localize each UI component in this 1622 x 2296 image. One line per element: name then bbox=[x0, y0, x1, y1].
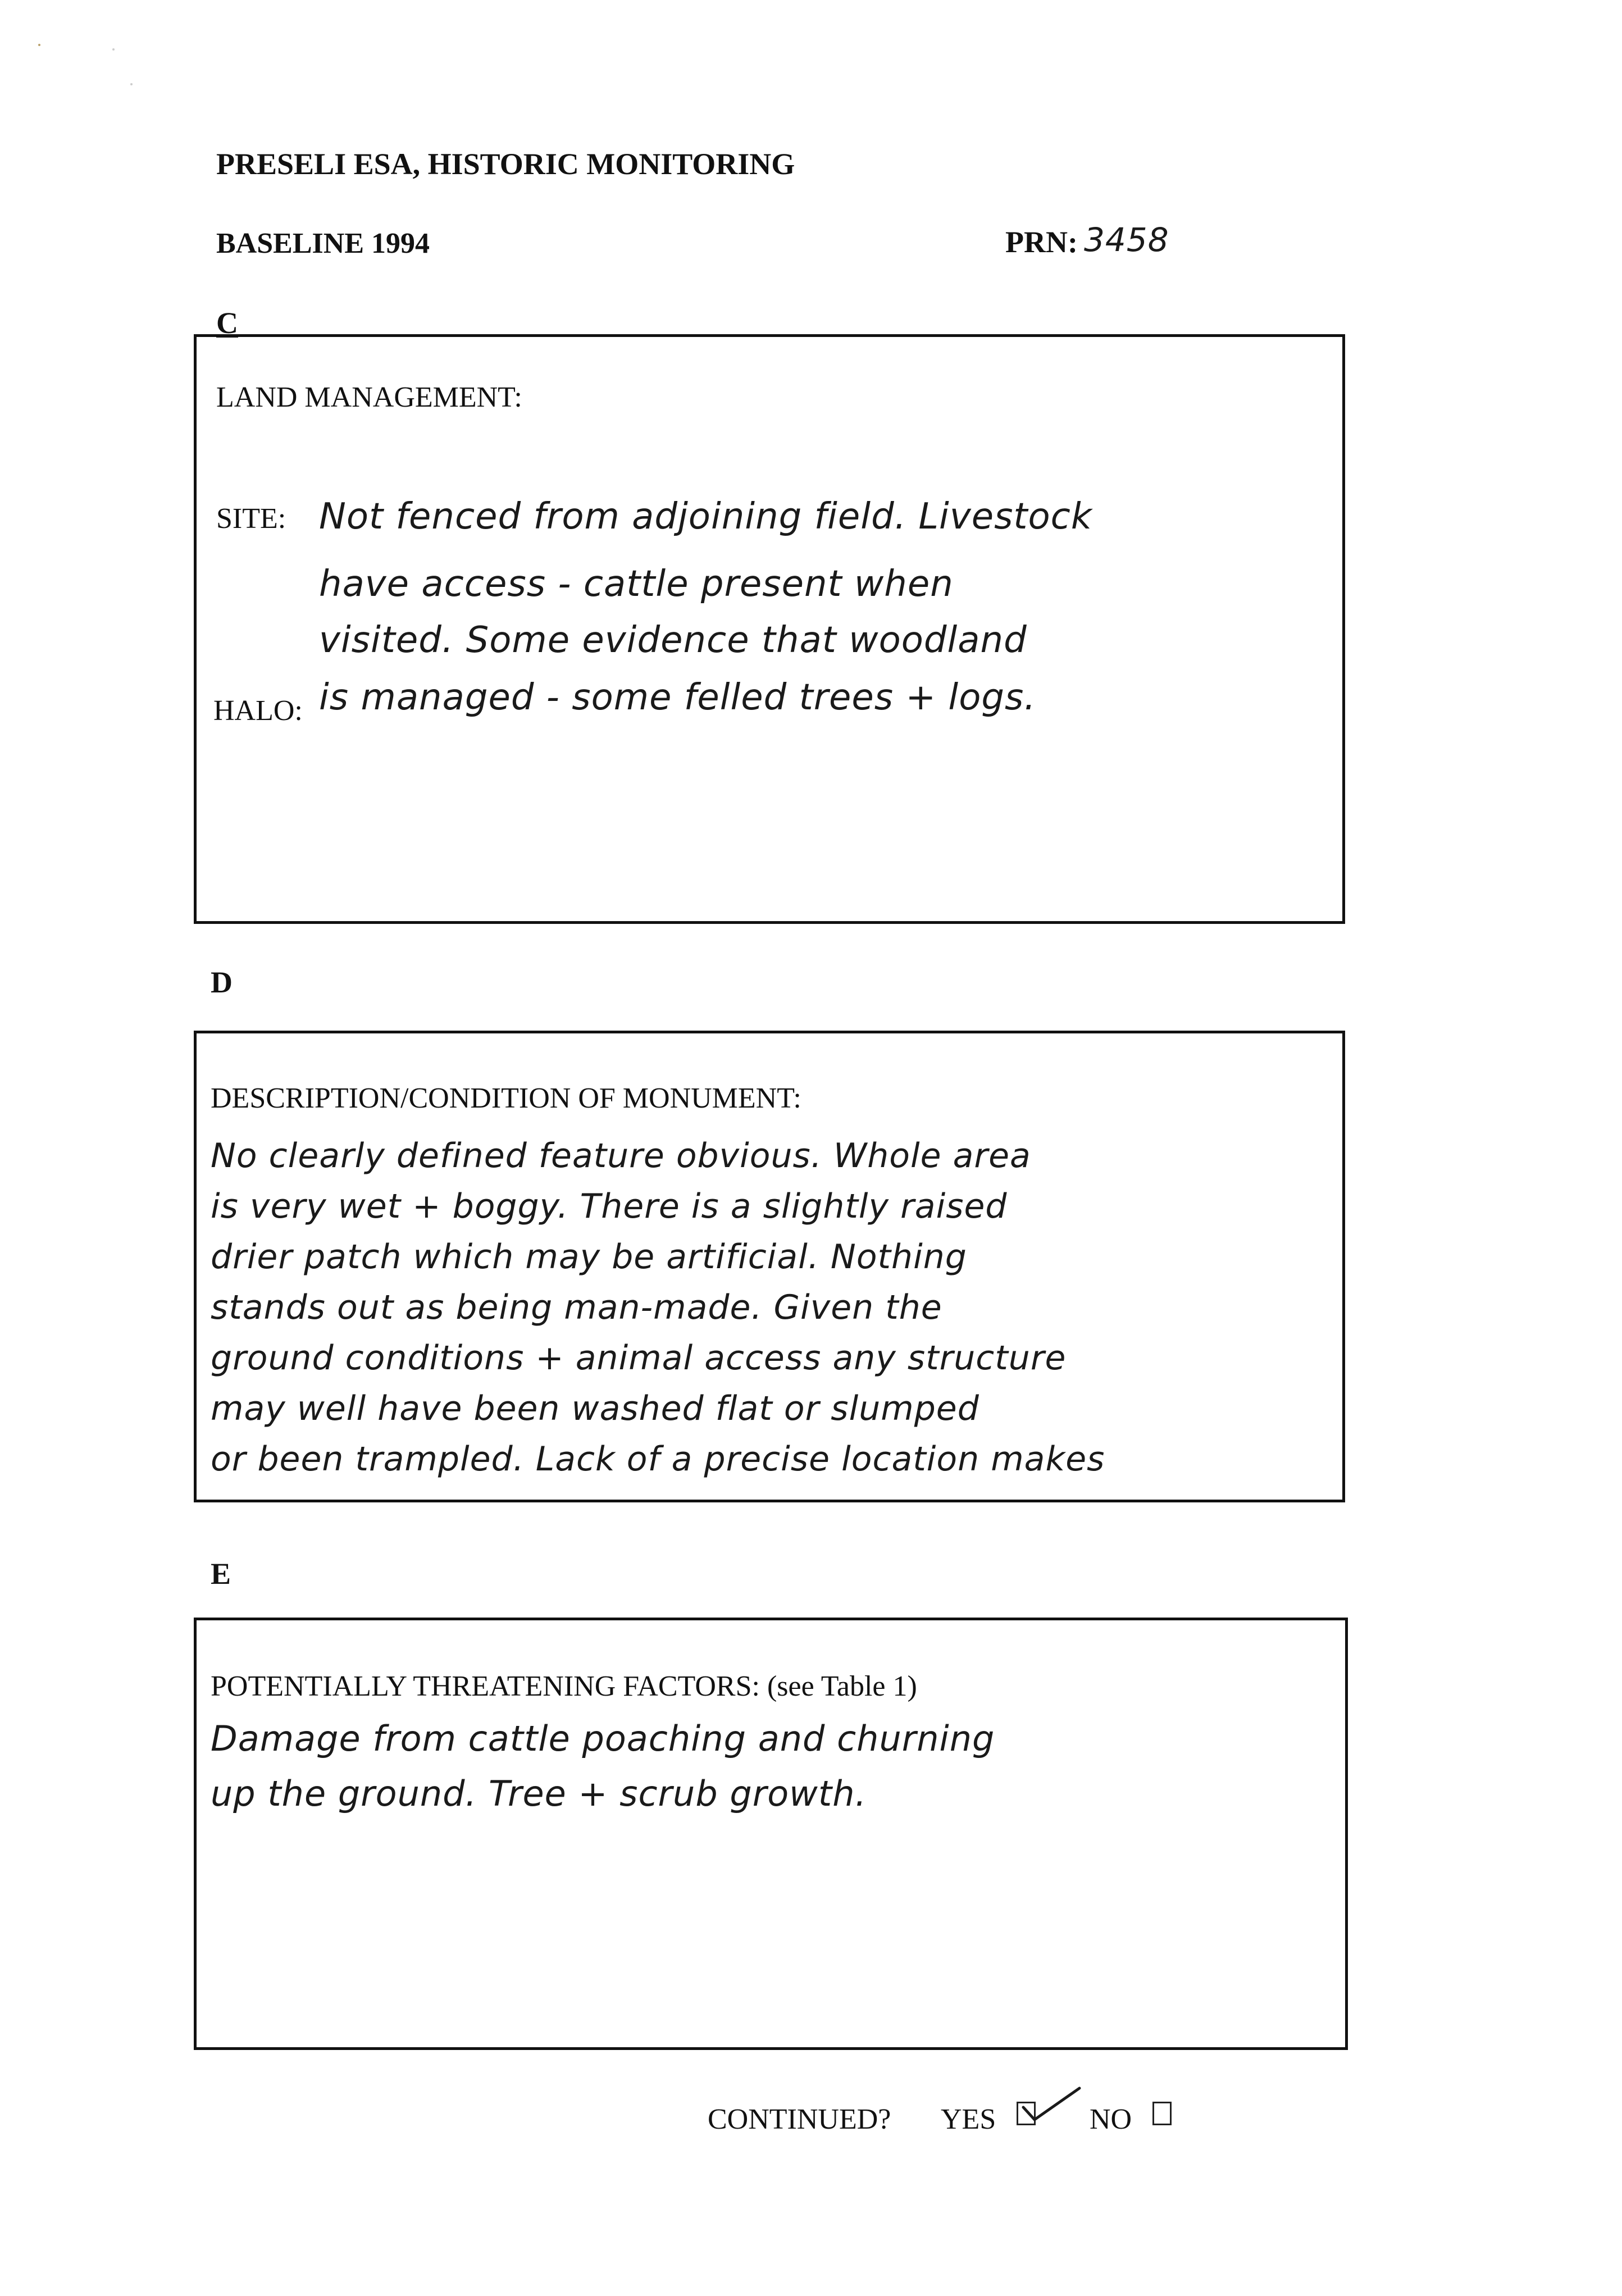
description-line: drier patch which may be artificial. Nothing bbox=[211, 1237, 967, 1277]
section-letter-d: D bbox=[211, 965, 233, 999]
description-heading: DESCRIPTION/CONDITION OF MONUMENT: bbox=[211, 1082, 801, 1114]
description-line: may well have been washed flat or slumped bbox=[211, 1389, 979, 1428]
baseline-label: BASELINE 1994 bbox=[216, 227, 430, 259]
land-management-line: Not fenced from adjoining field. Livestock bbox=[319, 496, 1092, 537]
description-line: No clearly defined feature obvious. Whole area bbox=[211, 1136, 1031, 1176]
land-management-box bbox=[194, 334, 1345, 924]
scan-speck bbox=[130, 83, 133, 85]
land-management-line: visited. Some evidence that woodland bbox=[319, 619, 1027, 661]
threatening-factors-box bbox=[194, 1618, 1348, 2050]
halo-label: HALO: bbox=[213, 695, 303, 727]
description-condition-box bbox=[194, 1031, 1345, 1502]
threatening-factors-line: Damage from cattle poaching and churning bbox=[211, 1718, 995, 1759]
prn-value: 3458 bbox=[1084, 221, 1169, 259]
no-checkbox[interactable] bbox=[1152, 2102, 1172, 2125]
yes-label: YES bbox=[941, 2103, 996, 2135]
description-line: ground conditions + animal access any structure bbox=[211, 1338, 1067, 1378]
land-management-line: is managed - some felled trees + logs. bbox=[319, 677, 1036, 718]
land-management-heading: LAND MANAGEMENT: bbox=[216, 381, 522, 413]
form-title: PRESELI ESA, HISTORIC MONITORING bbox=[216, 147, 795, 181]
checkmark-icon bbox=[1021, 2085, 1083, 2124]
threatening-factors-line: up the ground. Tree + scrub growth. bbox=[211, 1773, 867, 1814]
land-management-line: have access - cattle present when bbox=[319, 563, 954, 605]
section-letter-e: E bbox=[211, 1557, 231, 1591]
description-line: is very wet + boggy. There is a slightly raised bbox=[211, 1187, 1008, 1226]
scan-speck bbox=[112, 48, 115, 51]
scan-speck bbox=[38, 44, 40, 46]
section-letter-c: C bbox=[216, 306, 238, 340]
description-line: or been trampled. Lack of a precise location makes bbox=[211, 1439, 1105, 1479]
prn-label: PRN: bbox=[1005, 225, 1078, 259]
site-label: SITE: bbox=[216, 503, 286, 535]
no-label: NO bbox=[1090, 2103, 1132, 2135]
description-line: stands out as being man-made. Given the bbox=[211, 1288, 942, 1327]
threatening-factors-heading: POTENTIALLY THREATENING FACTORS: (see Table 1) bbox=[211, 1670, 917, 1702]
continued-label: CONTINUED? bbox=[708, 2103, 891, 2135]
